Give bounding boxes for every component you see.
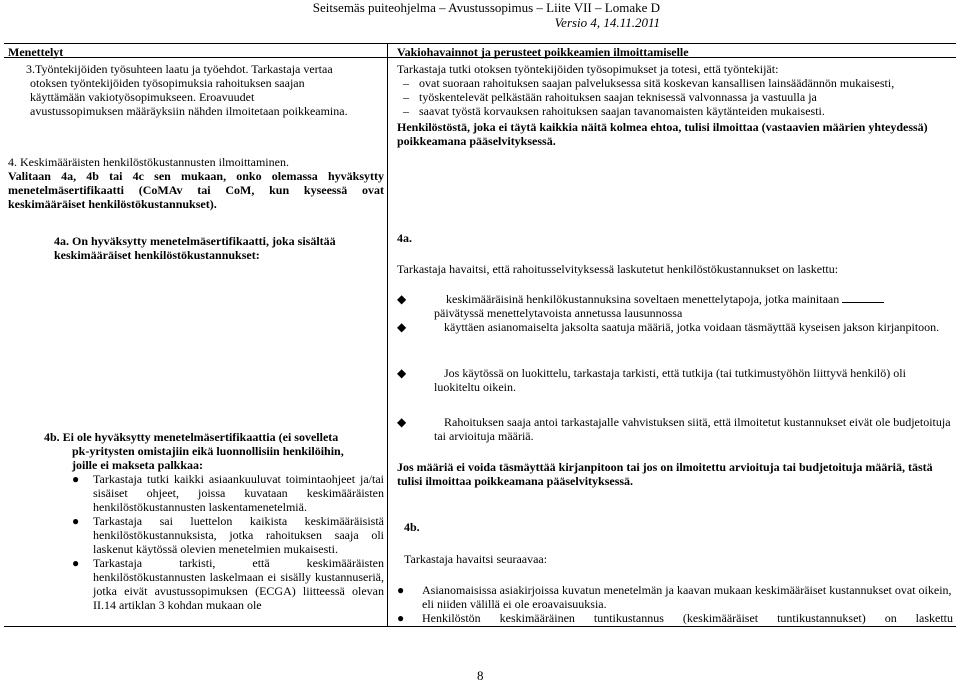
list-item: ◆ Rahoituksen saaja antoi tarkastajalle vahvistuksen siitä, että ilmoitetut kustannukset eivät ole budjetoituja tai arvioituja määriä. bbox=[397, 415, 951, 443]
list-item: – ovat suoraan rahoituksen saajan palveluksessa sitä koskevan kansallisen lainsäädännön mukaisesti, bbox=[397, 76, 953, 90]
right-item-4a-note: Jos määriä ei voida täsmäyttää kirjanpitoon tai jos on ilmoitettu arvioituja tai budjetoituja määriä, tästä tulisi ilmoittaa poikkeamana pääselvityksessä. bbox=[397, 460, 933, 488]
left-item-4b-heading-line: pk-yritysten omistajiin eikä luonnollisiin henkilöihin, bbox=[72, 444, 344, 458]
bullet-icon: ● bbox=[72, 556, 80, 570]
bullet-icon: ◆ bbox=[397, 415, 407, 429]
right-item-3-note: Henkilöstöstä, joka ei täytä kaikkia näitä kolmea ehtoa, tulisi ilmoittaa (vastaavien määrien yhteydessä) poikkeamana pääselvityksessä. bbox=[397, 120, 928, 148]
list-item: ◆ käyttäen asianomaiselta jaksolta saatuja määriä, jotka voidaan täsmäyttää kyseisen jakson kirjanpitoon. bbox=[397, 320, 940, 334]
right-item-4b-text: Tarkastaja havaitsi seuraavaa: bbox=[404, 552, 548, 566]
bullet-icon: ◆ bbox=[397, 292, 407, 306]
list-item: ◆ Jos käytössä on luokittelu, tarkastaja tarkisti, että tutkija (tai tutkimustyöhön liittyvä henkilö) oli luokiteltu oikein. bbox=[397, 366, 906, 394]
left-item-4a-line: 4a. On hyväksytty menetelmäsertifikaatti, joka sisältää bbox=[54, 234, 336, 248]
date-blank-field bbox=[842, 292, 884, 303]
document-title: Seitsemäs puiteohjelma – Avustussopimus – Liite VII – Lomake D bbox=[312, 0, 660, 15]
left-item-4-title: 4. Keskimääräisten henkilöstökustannusten ilmoittaminen. bbox=[8, 155, 289, 169]
bullet-icon: ● bbox=[72, 472, 80, 486]
bullet-icon: ◆ bbox=[397, 366, 407, 380]
left-item-4-intro: Valitaan 4a, 4b tai 4c sen mukaan, onko olemassa hyväksytty menetelmäsertifikaatti (CoMAv tai CoM, kun kyseessä ovat keskimääräiset henkilöstökustannukset). bbox=[8, 169, 384, 211]
page-header bbox=[313, 0, 660, 30]
right-item-4b-list bbox=[397, 583, 953, 625]
list-item: ● Tarkastaja tarkisti, että keskimääräisten henkilöstökustannusten laskelmaan ei sisälly kustannuseriä, jotka eivät avustussopimuksen (ECGA) liitteessä olevan II.14 artiklan 3 kohdan mukaan ole bbox=[72, 556, 384, 612]
left-item-4b-heading-line: joille ei makseta palkkaa: bbox=[72, 458, 203, 472]
right-item-4a-text: Tarkastaja havaitsi, että rahoitusselvityksessä laskutetut henkilöstökustannukset on laskettu: bbox=[397, 262, 839, 276]
list-item: – saavat työstä korvauksen rahoituksen saajan tavanomaisten käytänteiden mukaisesti. bbox=[397, 104, 953, 118]
right-item-4a-label: 4a. bbox=[397, 231, 412, 245]
column-divider bbox=[387, 44, 388, 626]
bullet-icon: ● bbox=[397, 611, 405, 625]
list-item: – työskentelevät pelkästään rahoituksen saajan teknisessä valvonnassa ja vastuulla ja bbox=[397, 90, 953, 104]
left-item-4b-heading bbox=[44, 430, 384, 472]
left-item-3-line: käyttämään vakiotyösopimukseen. Eroavuudet bbox=[30, 90, 255, 104]
left-item-3-line: 3.Työntekijöiden työsuhteen laatu ja työehdot. Tarkastaja vertaa bbox=[26, 62, 333, 76]
right-item-4a-list bbox=[397, 292, 953, 334]
left-item-4b-heading-line: 4b. Ei ole hyväksytty menetelmäsertifikaattia (ei sovelleta bbox=[44, 430, 339, 444]
right-item-4a-confirmation bbox=[397, 415, 953, 443]
right-item-3 bbox=[397, 62, 953, 148]
left-item-3-line: avustussopimuksen määräyksiin nähden ilmoitetaan poikkeamina. bbox=[30, 104, 348, 118]
list-item: ● Asianomaisissa asiakirjoissa kuvatun menetelmän ja kaavan mukaan keskimääräiset kustannukset ovat oikein, eli niiden välillä ei ole eroavaisuuksia. bbox=[397, 583, 952, 611]
procedures-table bbox=[4, 43, 956, 627]
left-item-4a-line: keskimääräiset henkilöstökustannukset: bbox=[54, 248, 260, 262]
left-item-3 bbox=[26, 62, 386, 118]
right-item-3-dash-list bbox=[397, 76, 953, 118]
left-item-4a bbox=[54, 234, 384, 262]
bullet-icon: ● bbox=[397, 583, 405, 597]
list-item: ● Henkilöstön keskimääräinen tuntikustannus (keskimääräiset tuntikustannukset) on laskettu bbox=[397, 611, 953, 625]
left-item-3-line: otoksen työntekijöiden työsopimuksia rahoituksen saajan bbox=[30, 76, 305, 90]
right-column-header: Vakiohavainnot ja perusteet poikkeamien ilmoittamiselle bbox=[397, 45, 689, 59]
bullet-icon: ◆ bbox=[397, 320, 407, 334]
bullet-icon: ● bbox=[72, 514, 80, 528]
left-item-4b-list bbox=[72, 472, 384, 612]
list-item: ◆ keskimääräisinä henkilökustannuksina soveltaen menettelytapoja, jotka mainitaan päivätyssä menettelytavoista annetussa lausunnossa bbox=[397, 292, 953, 320]
right-item-4a-classification bbox=[397, 366, 953, 394]
right-item-4b-label: 4b. bbox=[404, 520, 420, 534]
list-item: ● Tarkastaja sai luettelon kaikista keskimääräisistä henkilöstökustannuksista, jotka rahoituksen saaja oli laskenut käytössä olevien menetelmien mukaisesti. bbox=[72, 514, 384, 556]
list-item: ● Tarkastaja tutki kaikki asiaankuuluvat toimintaohjeet ja/tai sisäiset ohjeet, joissa kuvataan keskimääräisten henkilöstökustannusten laskentamenetelmiä. bbox=[72, 472, 384, 514]
left-column-header: Menettelyt bbox=[8, 45, 64, 59]
page-number: 8 bbox=[477, 668, 484, 683]
document-version: Versio 4, 14.11.2011 bbox=[554, 15, 660, 30]
right-item-3-intro: Tarkastaja tutki otoksen työntekijöiden työsopimukset ja totesi, että työntekijät: bbox=[397, 62, 779, 76]
